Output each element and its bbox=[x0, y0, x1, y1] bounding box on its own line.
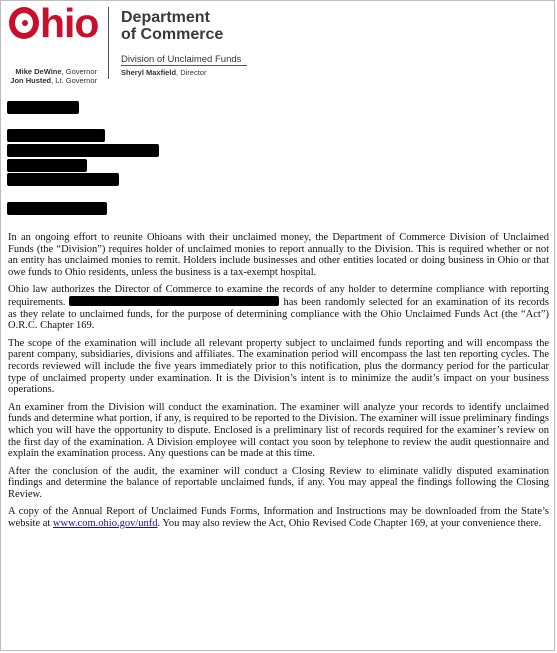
director-title: , Director bbox=[176, 68, 207, 77]
redaction-entity-name bbox=[69, 296, 279, 306]
redaction-company bbox=[7, 144, 159, 157]
paragraph-6 bbox=[8, 506, 549, 529]
redaction-date bbox=[7, 101, 79, 114]
paragraph-3: The scope of the examination will include all relevant property subject to unclaimed funds reporting and will encompass the parent company, subsidiaries, divisions and affiliates. The examination period will encompass the last ten reporting cycles. The records reviewed will include the five years immediately prior to this notification, plus the dormancy period for the particular type of unclaimed property under examination. It is the Division’s intent is to minimize the audit’s impact on your business operations. bbox=[8, 337, 549, 396]
governor-line bbox=[5, 67, 97, 76]
letterhead-divider bbox=[108, 7, 109, 79]
paragraph-2-start: Ohio law authorizes the Director of Commerce to examine the records of any holder to determine compliance with reporting requirements. bbox=[8, 284, 549, 308]
logo-text: hio bbox=[40, 0, 99, 46]
department-title bbox=[121, 9, 223, 43]
letterhead bbox=[1, 1, 556, 85]
governor-name: Mike DeWine bbox=[15, 67, 62, 76]
paragraph-1: In an ongoing effort to reunite Ohioans with their unclaimed money, the Department of Commerce Division of Unclaimed Funds (the “Division”) requires holder of unclaimed monies to report annually to the Division. This is required whether or not an entity has unclaimed monies to remit. Holders include businesses and other entities located or doing business in Ohio or that owe funds to Ohio residents, unless the business is a tax-exempt hospital. bbox=[8, 232, 549, 278]
paragraph-2 bbox=[8, 284, 549, 331]
paragraph-5: After the conclusion of the audit, the examiner will conduct a Closing Review to eliminate validly disputed examination findings and determine the balance of reportable unclaimed funds, if any. You may appeal the findings following the Closing Review. bbox=[8, 465, 549, 500]
redaction-salutation bbox=[7, 202, 107, 215]
paragraph-4: An examiner from the Division will conduct the examination. The examiner will analyze your records to identify unclaimed funds and determine what portion, if any, is required to be reported to the Division. The examiner will issue preliminary findings which you will have the opportunity to dispute. Enclosed is a preliminary list of records required for the examiner’s review on the first day of the examination. A Division employee will contact you soon by telephone to review the audit questionnaire and explain the examination process. Any questions can be made at this time. bbox=[8, 401, 549, 460]
redaction-name bbox=[7, 129, 105, 142]
department-line2: of Commerce bbox=[121, 26, 224, 43]
paragraph-2-end: has been randomly selected for an examination of its records as they relate to unclaimed funds, for the purpose of determining compliance with the Ohio Unclaimed Funds Act (the “Act”) O.R.C. Chapter 169. bbox=[8, 296, 549, 332]
paragraph-6-start: A copy of the Annual Report of Unclaimed Funds Forms, Information and Instructions may be downloaded from the State’s website at bbox=[8, 506, 549, 530]
department-line1: Department bbox=[121, 9, 210, 26]
unclaimed-funds-website-link[interactable]: www.com.ohio.gov/unfd bbox=[52, 518, 158, 530]
division-name: Division of Unclaimed Funds bbox=[121, 54, 242, 65]
ohio-logo bbox=[9, 0, 99, 46]
redaction-street bbox=[7, 159, 87, 172]
lt-governor-title: , Lt. Governor bbox=[51, 76, 97, 85]
redaction-city bbox=[7, 173, 119, 186]
ohio-o-icon bbox=[9, 7, 39, 39]
director-name: Sheryl Maxfield bbox=[121, 68, 177, 77]
division-underline bbox=[121, 65, 247, 66]
lt-governor-line bbox=[5, 76, 97, 85]
letter-body bbox=[8, 232, 549, 536]
paragraph-6-end: . You may also review the Act, Ohio Revised Code Chapter 169, at your convenience there. bbox=[157, 518, 542, 530]
governor-title: , Governor bbox=[61, 67, 97, 76]
officials-block bbox=[5, 67, 97, 85]
lt-governor-name: Jon Husted bbox=[10, 76, 52, 85]
director-line bbox=[121, 68, 206, 77]
